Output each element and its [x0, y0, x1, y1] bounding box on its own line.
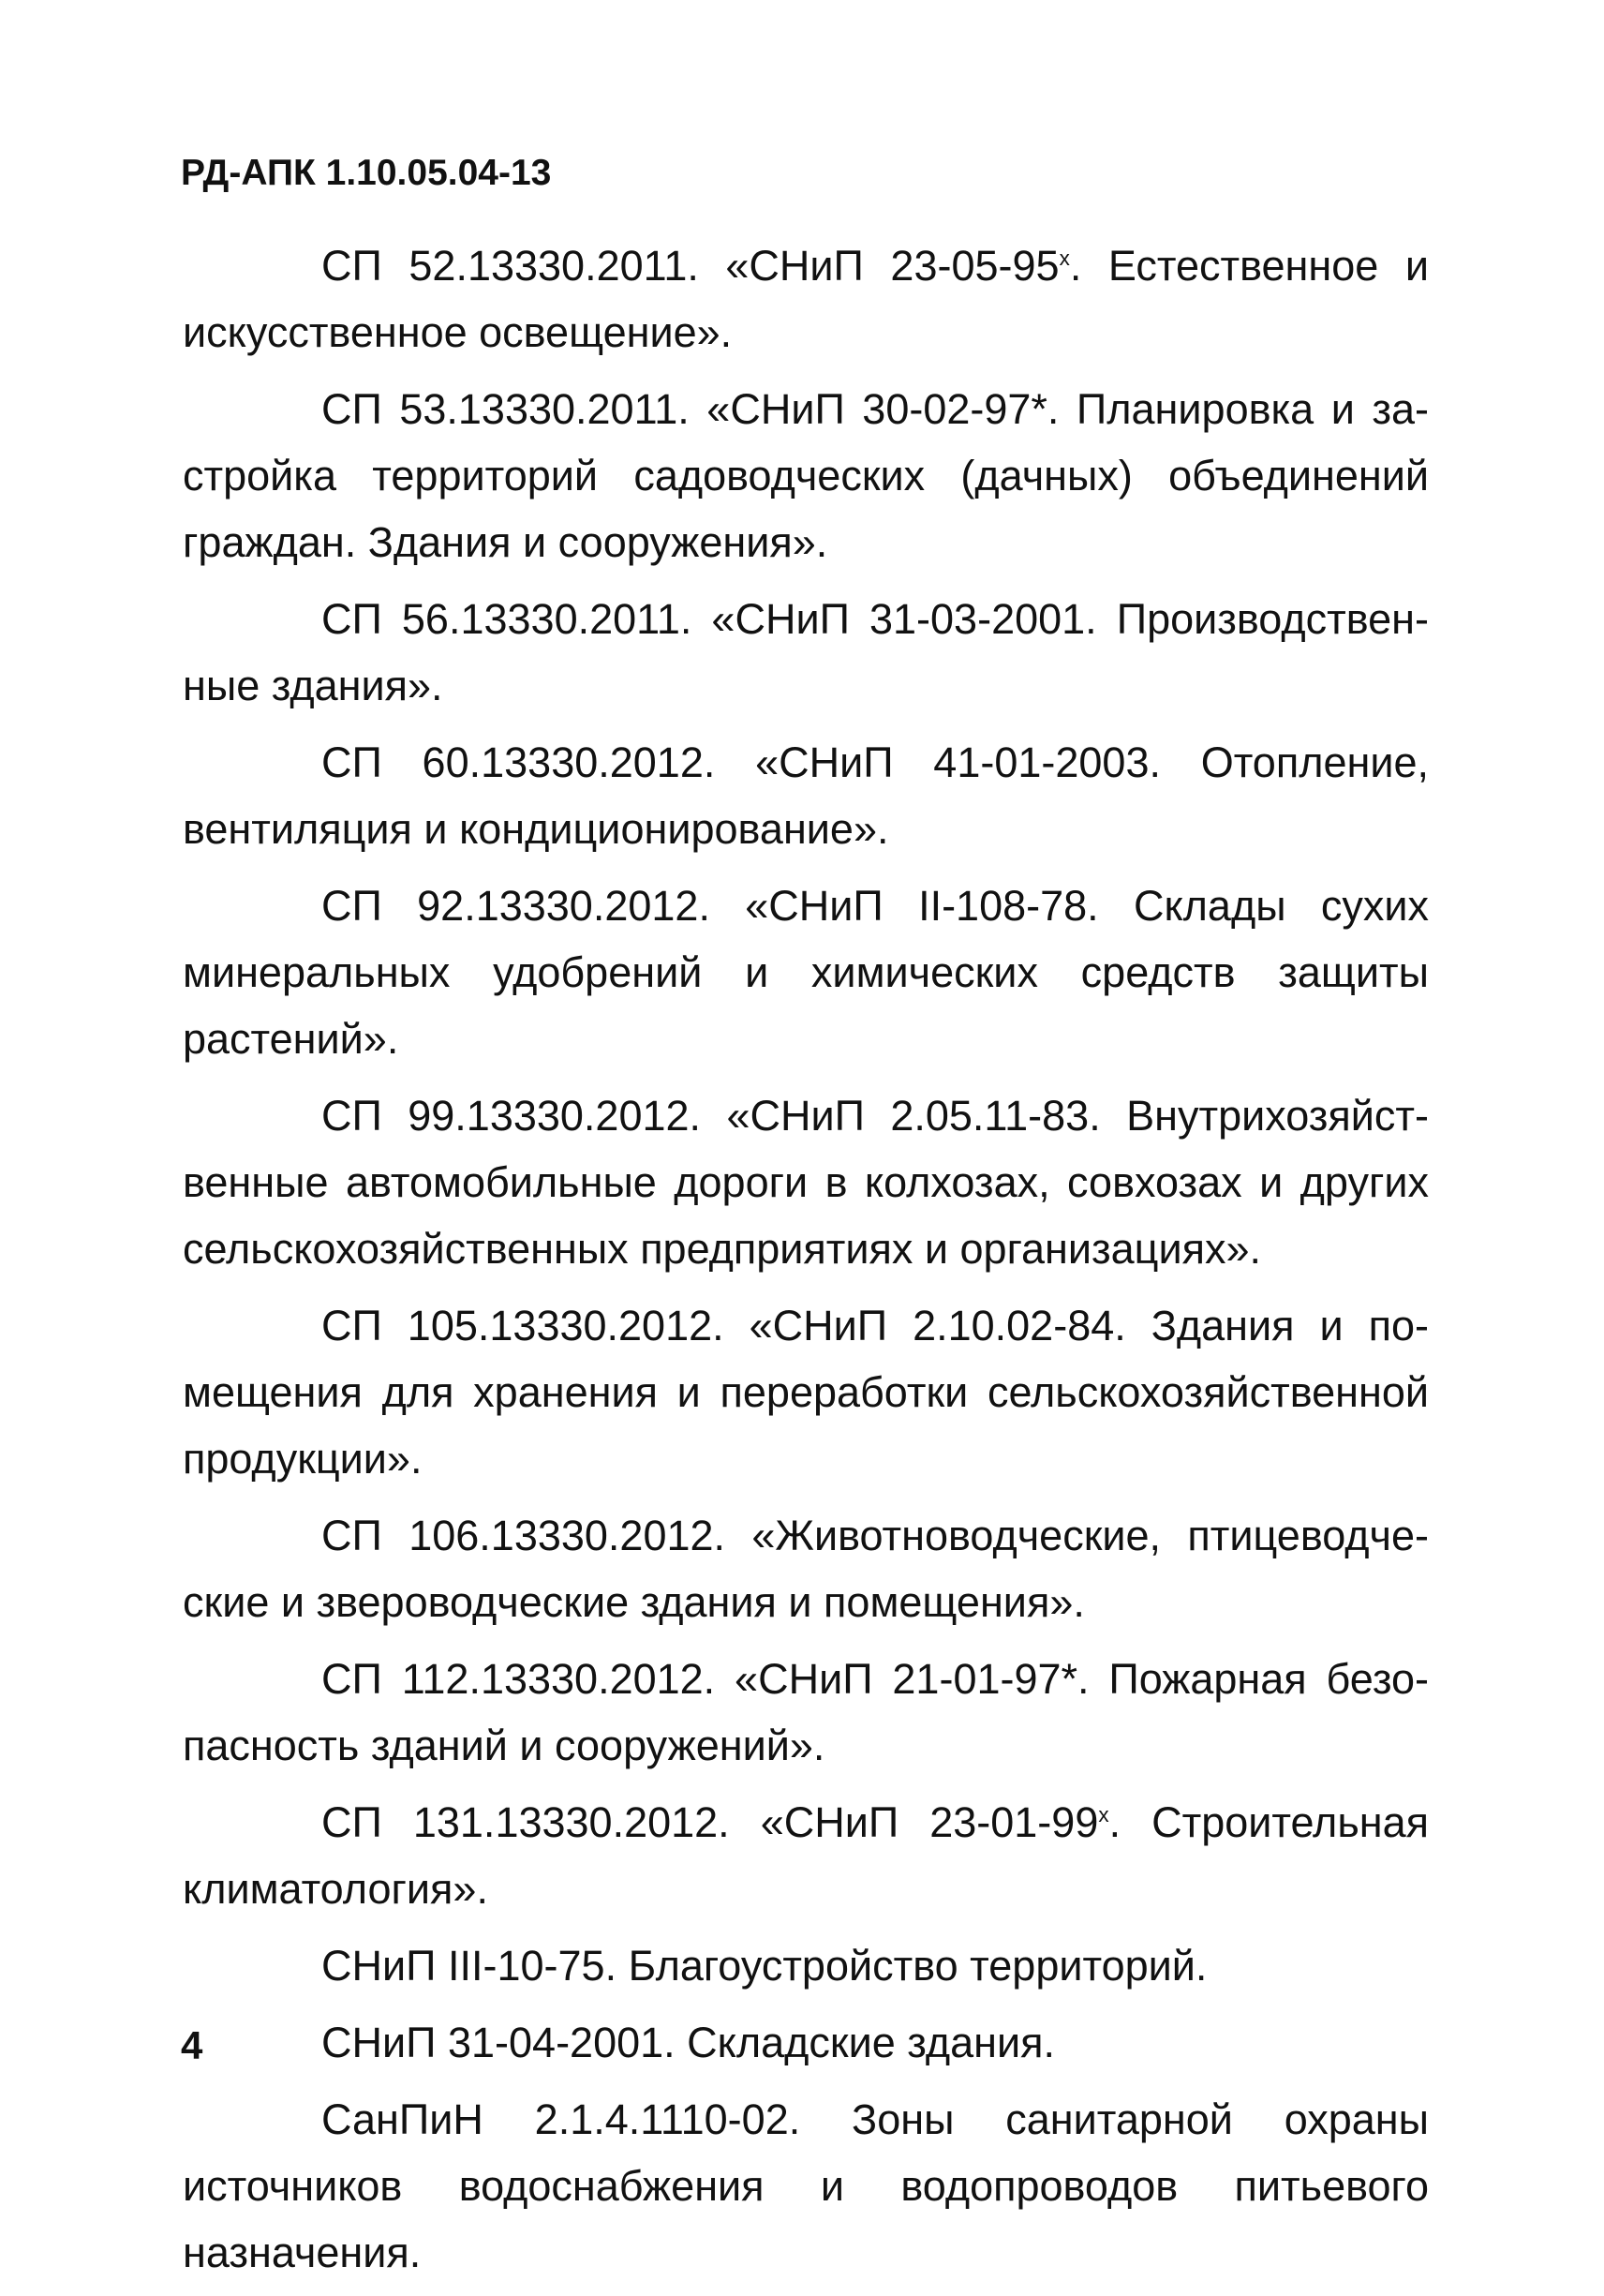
reference-item: СНиП III-10-75. Благоустройство территорий. [321, 1942, 1208, 1990]
reference-item: СП 112.13330.2012. «СНиП 21-01-97*. Пожарная безопасность зданий и сооружений». [183, 1655, 1429, 1769]
reference-item: СП 56.13330.2011. «СНиП 31-03-2001. Производственные здания». [183, 595, 1429, 709]
reference-item: СП 52.13330.2011. «СНиП 23-05-95$^x$. Естественное и искусственное освещение». [183, 242, 1429, 356]
superscript-mark: x [1059, 246, 1070, 270]
reference-item: СанПиН 2.1.4.1110-02. Зоны санитарной охраны источников водоснабжения и водопроводов питьевого назначения. [183, 2095, 1429, 2276]
page-number: 4 [181, 2023, 203, 2067]
document-code-header: РД-АПК 1.10.05.04-13 [181, 153, 552, 193]
reference-item: СП 131.13330.2012. «СНиП 23-01-99$^x$. Строительная климатология». [183, 1798, 1430, 1913]
reference-item: СП 60.13330.2012. «СНиП 41-01-2003. Отопление, вентиляция и кондиционирование». [183, 738, 1429, 853]
reference-list [183, 232, 1429, 2296]
reference-item: СП 92.13330.2012. «СНиП II-108-78. Склады сухих минеральных удобрений и химических средств защиты растений». [183, 882, 1429, 1063]
reference-item: СП 105.13330.2012. «СНиП 2.10.02-84. Здания и помещения для хранения и переработки сельскохозяйственной продукции». [183, 1302, 1429, 1483]
reference-item: СП 106.13330.2012. «Животноводческие, птицеводческие и звероводческие здания и помещения». [183, 1512, 1429, 1626]
reference-item: СП 99.13330.2012. «СНиП 2.05.11-83. Внутрихозяйственные автомобильные дороги в колхозах, совхозах и других сельскохозяйственных предприятиях и организациях». [183, 1092, 1429, 1273]
reference-item: СП 53.13330.2011. «СНиП 30-02-97*. Планировка и застройка территорий садоводческих (дачных) объединений граждан. Здания и сооружения». [183, 385, 1429, 566]
superscript-mark: x [1098, 1803, 1109, 1826]
reference-item: СНиП 31-04-2001. Складские здания. [321, 2019, 1056, 2066]
